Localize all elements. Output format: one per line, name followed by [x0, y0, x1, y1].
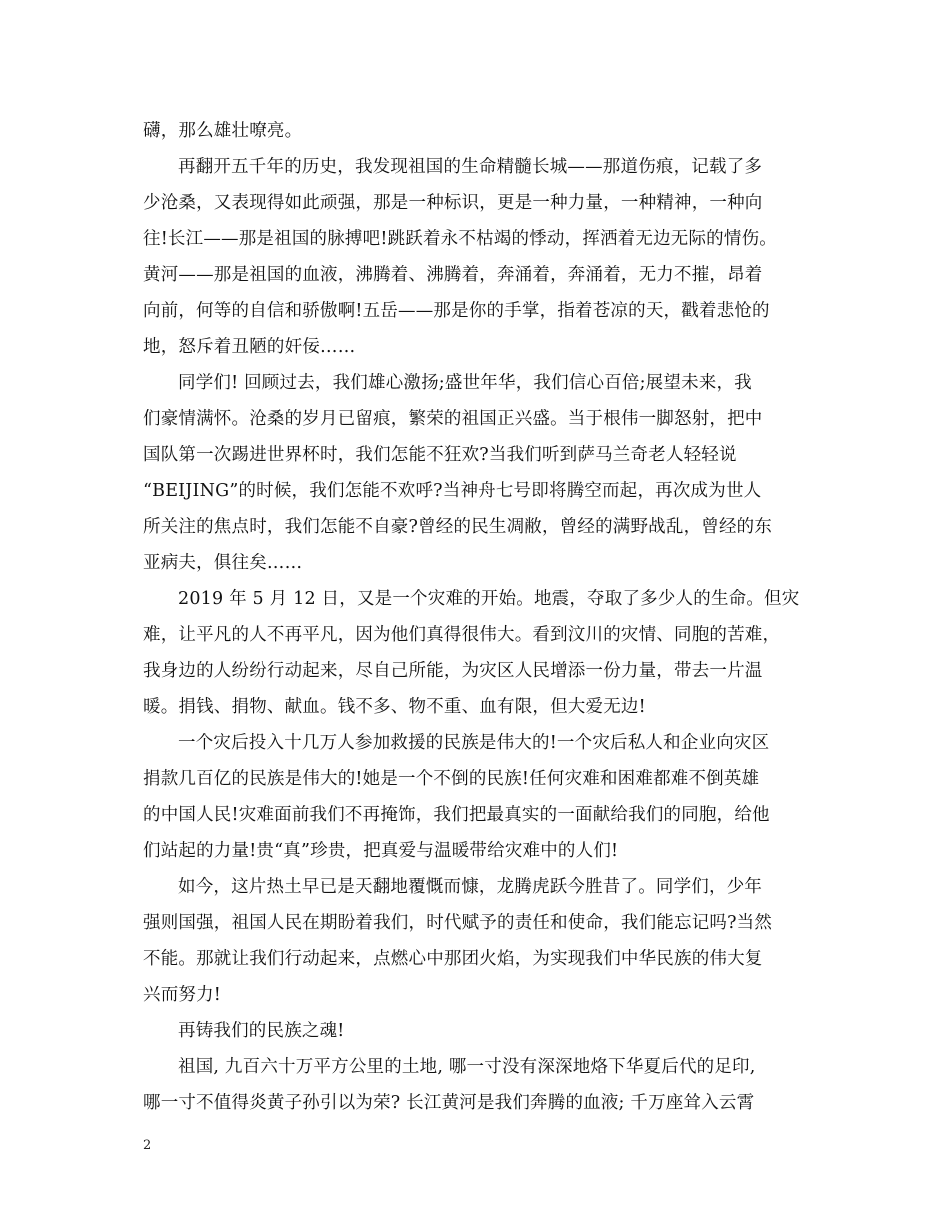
- text-line: 向前，何等的自信和骄傲啊!五岳——那是你的手掌，指着苍凉的天，戳着悲怆的: [143, 301, 770, 321]
- text-line: 少沧桑，又表现得如此顽强，那是一种标识，更是一种力量，一种精神，一种向: [143, 193, 763, 213]
- text-line: 捐款几百亿的民族是伟大的!她是一个不倒的民族!任何灾难和困难都难不倒英雄: [143, 769, 760, 789]
- text-line: 不能。那就让我们行动起来，点燃心中那团火焰，为实现我们中华民族的伟大复: [143, 949, 763, 969]
- paragraph-start-line: 如今，这片热土早已是天翻地覆慨而慷，龙腾虎跃今胜昔了。同学们，少年: [178, 877, 763, 897]
- text-line: 黄河——那是祖国的血液，沸腾着、沸腾着，奔涌着，奔涌着，无力不摧，昂着: [143, 265, 763, 285]
- paragraph-start-line: 再翻开五千年的历史，我发现祖国的生命精髓长城——那道伤痕，记载了多: [178, 157, 763, 177]
- text-line: 亚病夫，俱往矣……: [143, 553, 303, 573]
- text-line: 礴，那么雄壮嘹亮。: [143, 121, 303, 141]
- text-line: “BEIJING”的时候，我们怎能不欢呼?当神舟七号即将腾空而起，再次成为世人: [143, 481, 762, 501]
- paragraph-start-line: 祖国, 九百六十万平方公里的土地, 哪一寸没有深深地烙下华夏后代的足印,: [178, 1057, 756, 1077]
- paragraph-start-line: 同学们! 回顾过去，我们雄心激扬;盛世年华，我们信心百倍;展望未来，我: [178, 373, 752, 393]
- paragraph-start-line: 2019 年 5 月 12 日，又是一个灾难的开始。地震，夺取了多少人的生命。但灾: [178, 589, 800, 609]
- text-line: 暖。捐钱、捐物、献血。钱不多、物不重、血有限，但大爱无边!: [143, 697, 646, 717]
- page-number: 2: [143, 1138, 152, 1153]
- text-line: 往!长江——那是祖国的脉搏吧!跳跃着永不枯竭的悸动，挥洒着无边无际的情伤。: [143, 229, 777, 249]
- text-line: 们站起的力量!贵“真”珍贵，把真爱与温暖带给灾难中的人们!: [143, 841, 619, 861]
- text-line: 兴而努力!: [143, 985, 222, 1005]
- text-line: 所关注的焦点时，我们怎能不自豪?曾经的民生凋敝，曾经的满野战乱，曾经的东: [143, 517, 773, 537]
- text-line: 的中国人民!灾难面前我们不再掩饰，我们把最真实的一面献给我们的同胞，给他: [143, 805, 770, 825]
- paragraph-start-line: 一个灾后投入十几万人参加救援的民族是伟大的!一个灾后私人和企业向灾区: [178, 733, 770, 753]
- text-line: 们豪情满怀。沧桑的岁月已留痕，繁荣的祖国正兴盛。当于根伟一脚怒射，把中: [143, 409, 763, 429]
- text-line: 哪一寸不值得炎黄子孙引以为荣? 长江黄河是我们奔腾的血液; 千万座耸入云霄: [143, 1093, 755, 1113]
- text-line: 强则国强，祖国人民在期盼着我们，时代赋予的责任和使命，我们能忘记吗?当然: [143, 913, 773, 933]
- text-line: 国队第一次踢进世界杯时，我们怎能不狂欢?当我们听到萨马兰奇老人轻轻说: [143, 445, 737, 465]
- text-line: 难，让平凡的人不再平凡，因为他们真得很伟大。看到汶川的灾情、同胞的苦难，: [143, 625, 781, 645]
- document-body: [143, 113, 807, 1121]
- paragraph-start-line: 再铸我们的民族之魂!: [178, 1021, 345, 1041]
- text-line: 地，怒斥着丑陋的奸佞……: [143, 337, 356, 357]
- text-line: 我身边的人纷纷行动起来，尽自己所能，为灾区人民增添一份力量，带去一片温: [143, 661, 763, 681]
